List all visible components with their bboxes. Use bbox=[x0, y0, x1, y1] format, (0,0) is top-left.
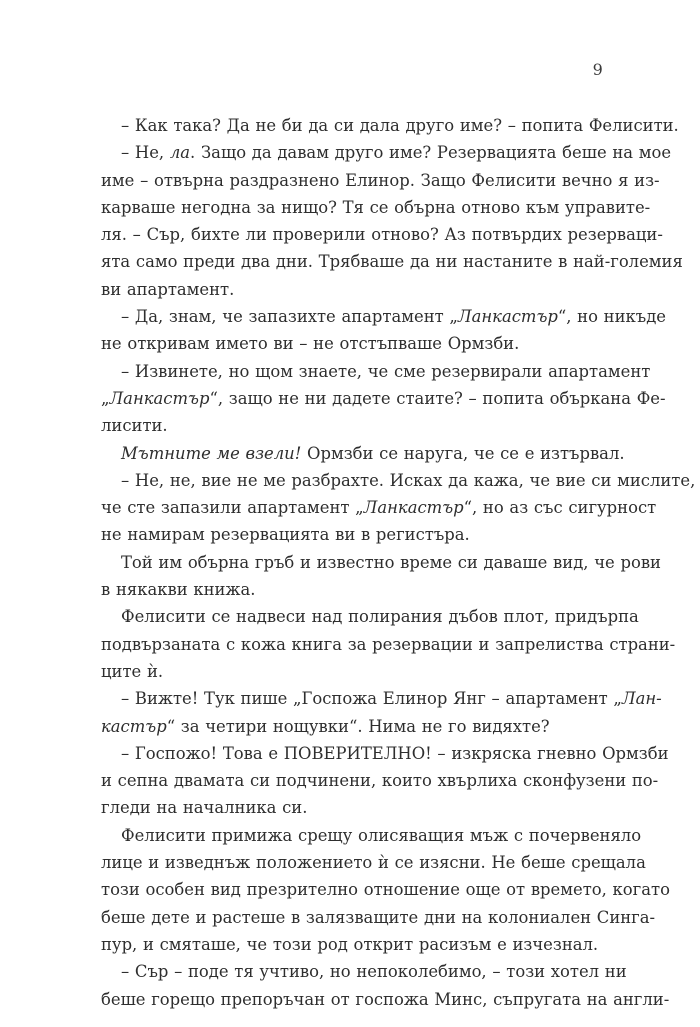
text-line: този особен вид презрително отношение още от времето, когато bbox=[101, 880, 670, 900]
text-line bbox=[101, 303, 666, 330]
text-line: – Как така? Да не би да си дала друго име? – попита Фелисити. bbox=[121, 116, 679, 135]
text-segment: “, защо не ни дадете стаите? – попита объркана Фе- bbox=[209, 388, 666, 408]
italic-text: Ланкастър bbox=[109, 388, 210, 408]
text-segment: – Вижте! Тук пише „Госпожа Елинор Янг – апартамент „ bbox=[121, 689, 622, 709]
page-number: 9 bbox=[592, 60, 603, 79]
text-segment: . Защо да давам друго име? Резервацията беше на мое bbox=[190, 143, 672, 163]
body-text bbox=[101, 112, 696, 1013]
text-line: лице и изведнъж положението ѝ се изясни. Не беше срещала bbox=[101, 853, 646, 873]
text-segment: че сте запазили апартамент „ bbox=[101, 498, 364, 518]
text-line: – Не, не, вие не ме разбрахте. Исках да кажа, че вие си мислите, bbox=[121, 470, 696, 490]
text-line: пур, и смяташе, че този род открит расизъм е изчезнал. bbox=[101, 934, 599, 954]
text-line: не намирам резервацията ви в регистъра. bbox=[101, 525, 470, 545]
text-line: ля. – Сър, бихте ли проверили отново? Аз потвърдих резерваци- bbox=[101, 225, 663, 245]
text-line: гледи на началника си. bbox=[101, 798, 308, 818]
text-line: не откривам името ви – не отстъпваше Ормзби. bbox=[101, 334, 520, 354]
italic-text: Мътните ме взели! bbox=[121, 443, 302, 463]
text-line bbox=[101, 385, 666, 412]
text-line: беше горещо препоръчан от госпожа Минс, съпругата на англи- bbox=[101, 989, 670, 1009]
italic-text: кастър bbox=[101, 716, 167, 736]
text-line bbox=[101, 713, 599, 740]
text-segment: “ за четири нощувки“. Нима не го видяхте? bbox=[166, 716, 550, 736]
text-line: подвързаната с кожа книга за резервации и запрелиства страни- bbox=[101, 634, 676, 654]
text-line: Фелисити се надвеси над полирания дъбов плот, придърпа bbox=[121, 607, 639, 627]
text-segment: Ормзби се наруга, че се е изтървал. bbox=[301, 443, 625, 463]
text-line bbox=[101, 440, 625, 467]
italic-text: ла bbox=[169, 143, 191, 163]
text-line: в някакви книжа. bbox=[101, 580, 256, 600]
text-line: ви апартамент. bbox=[101, 279, 235, 299]
text-segment: “, но аз със сигурност bbox=[463, 498, 657, 518]
text-line: и сепна двамата си подчинени, които хвърлиха сконфузени по- bbox=[101, 771, 659, 791]
italic-text: Ланкастър bbox=[363, 498, 464, 518]
text-line: – Извинете, но щом знаете, че сме резервирали апартамент bbox=[121, 361, 651, 381]
text-line: беше дете и растеше в залязващите дни на колониален Синга- bbox=[101, 907, 656, 927]
italic-text: Ланкастър bbox=[457, 307, 558, 327]
text-line bbox=[101, 685, 662, 712]
text-line: име – отвърна раздразнено Елинор. Защо Фелисити вечно я из- bbox=[101, 170, 660, 190]
text-line bbox=[101, 139, 672, 166]
text-line: – Сър – поде тя учтиво, но непоколебимо, – този хотел ни bbox=[121, 962, 627, 982]
text-segment: „ bbox=[101, 388, 110, 408]
text-segment: “, но никъде bbox=[557, 307, 666, 327]
text-line: ците ѝ. bbox=[101, 661, 164, 681]
text-segment: – Да, знам, че запазихте апартамент „ bbox=[121, 307, 458, 327]
text-line: ята само преди два дни. Трябваше да ни настаните в най-големия bbox=[101, 252, 683, 272]
italic-text: Лан- bbox=[621, 689, 662, 709]
text-line: карваше негодна за нищо? Тя се обърна отново към управите- bbox=[101, 197, 651, 217]
text-segment: – Не, bbox=[121, 143, 170, 163]
text-line: Той им обърна гръб и известно време си даваше вид, че рови bbox=[121, 552, 661, 572]
text-line: – Госпожо! Това е ПОВЕРИТЕЛНО! – изкряска гневно Ормзби bbox=[121, 743, 669, 763]
text-line: лисити. bbox=[101, 416, 168, 436]
text-line: Фелисити примижа срещу олисяващия мъж с почервеняло bbox=[121, 825, 642, 845]
text-line bbox=[101, 494, 657, 521]
